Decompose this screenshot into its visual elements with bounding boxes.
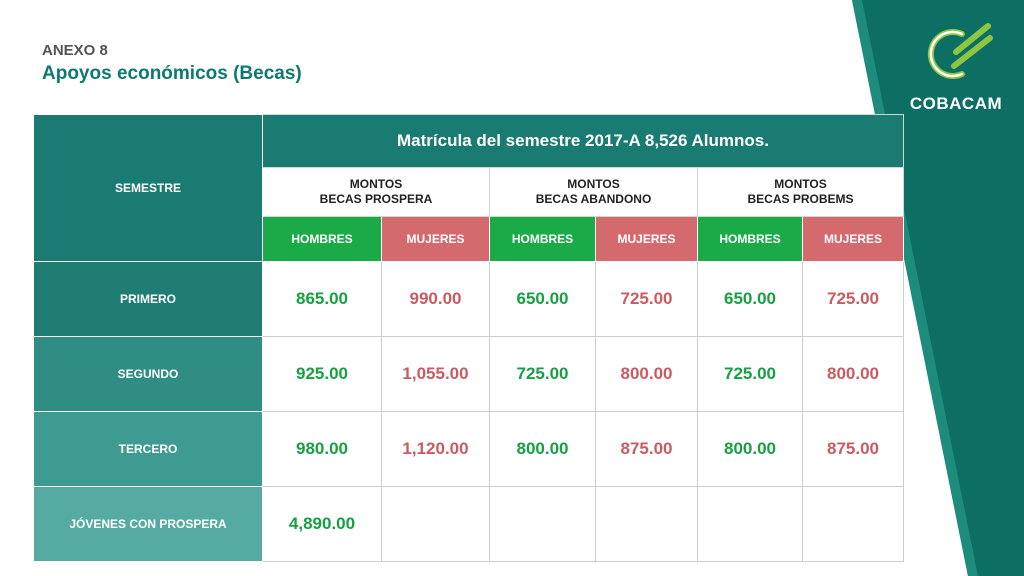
table-cell: 865.00	[263, 262, 382, 337]
table-cell: 4,890.00	[263, 487, 382, 562]
enrollment-header: Matrícula del semestre 2017-A 8,526 Alumnos.	[263, 115, 904, 168]
table-row	[34, 487, 904, 562]
brand-name: COBACAM	[909, 94, 1003, 113]
table-cell: 725.00	[490, 337, 596, 412]
table-cell: 800.00	[803, 337, 904, 412]
annex-label: ANEXO 8	[42, 42, 108, 59]
table-row	[34, 262, 904, 337]
table-row	[34, 337, 904, 412]
table-cell: 800.00	[490, 412, 596, 487]
table-cell: 725.00	[596, 262, 698, 337]
table-row	[34, 412, 904, 487]
table-cell: 650.00	[490, 262, 596, 337]
table-cell: 800.00	[596, 337, 698, 412]
table-cell	[490, 487, 596, 562]
subheader-mujeres: MUJERES	[382, 217, 490, 262]
row-label: TERCERO	[34, 412, 263, 487]
semester-header: SEMESTRE	[34, 115, 263, 262]
table-cell	[596, 487, 698, 562]
subheader-hombres: HOMBRES	[490, 217, 596, 262]
table-cell: 725.00	[698, 337, 803, 412]
table-cell: 800.00	[698, 412, 803, 487]
table-cell	[698, 487, 803, 562]
table-cell: 875.00	[596, 412, 698, 487]
table-cell	[803, 487, 904, 562]
cobacam-c-logo-icon	[916, 22, 996, 86]
table-cell: 725.00	[803, 262, 904, 337]
table-cell: 1,055.00	[382, 337, 490, 412]
page-title: Apoyos económicos (Becas)	[42, 63, 302, 84]
row-label: PRIMERO	[34, 262, 263, 337]
table-cell: 875.00	[803, 412, 904, 487]
row-label: JÓVENES CON PROSPERA	[34, 487, 263, 562]
table-cell: 925.00	[263, 337, 382, 412]
scholarship-table	[33, 114, 904, 562]
group-header-abandono: MONTOS BECAS ABANDONO	[490, 168, 698, 217]
table-cell: 990.00	[382, 262, 490, 337]
table-cell: 650.00	[698, 262, 803, 337]
row-label: SEGUNDO	[34, 337, 263, 412]
group-header-prospera: MONTOS BECAS PROSPERA	[263, 168, 490, 217]
table-cell	[382, 487, 490, 562]
subheader-hombres: HOMBRES	[698, 217, 803, 262]
subheader-mujeres: MUJERES	[596, 217, 698, 262]
table-cell: 1,120.00	[382, 412, 490, 487]
group-header-probems: MONTOS BECAS PROBEMS	[698, 168, 904, 217]
subheader-mujeres: MUJERES	[803, 217, 904, 262]
table-cell: 980.00	[263, 412, 382, 487]
subheader-hombres: HOMBRES	[263, 217, 382, 262]
